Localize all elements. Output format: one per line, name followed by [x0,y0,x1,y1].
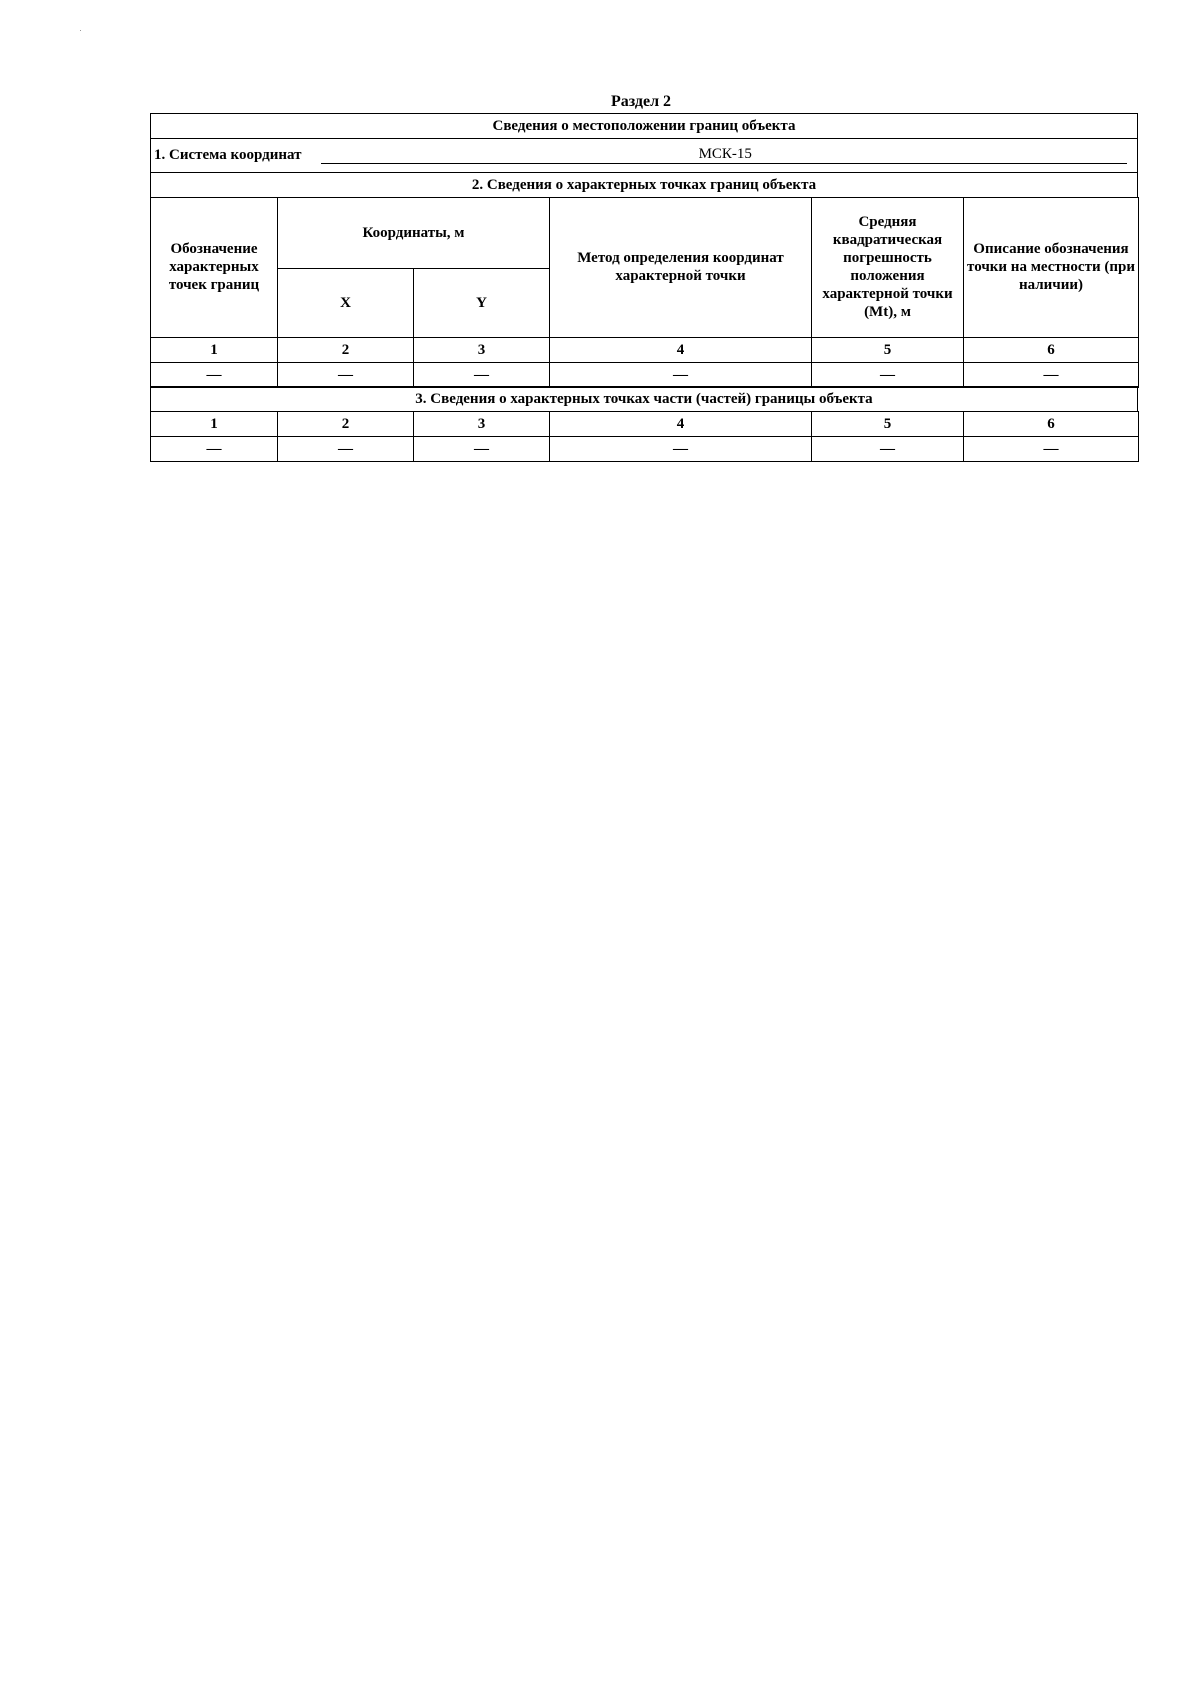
coord-system-row [151,139,1138,173]
header-coordinates: Координаты, м [278,197,550,268]
column-number: 3 [414,337,550,362]
boundary-info-document [150,113,1138,462]
column-number: 2 [278,337,414,362]
column-number-row [151,411,1139,436]
header-error: Средняя квадратическая погрешность положения характерной точки (Mt), м [812,197,964,337]
empty-cell: — [812,362,964,387]
empty-cell: — [414,362,550,387]
column-number-row [151,337,1139,362]
header-y: Y [414,268,550,337]
empty-cell: — [151,362,278,387]
table-row [151,362,1139,387]
points-table [150,197,1139,388]
column-number: 2 [278,411,414,436]
empty-cell: — [812,436,964,461]
table-row [151,436,1139,461]
scan-speck [80,30,81,31]
table-title: Сведения о местоположении границ объекта [151,114,1138,139]
column-number: 1 [151,411,278,436]
part-points-table [150,411,1139,462]
column-number: 6 [964,337,1139,362]
coord-system-value: МСК-15 [321,145,1127,164]
empty-cell: — [151,436,278,461]
coord-system-label: 1. Система координат [154,147,302,163]
column-number: 4 [550,337,812,362]
section-title: Раздел 2 [610,93,672,110]
empty-cell: — [278,436,414,461]
empty-cell: — [964,436,1139,461]
column-number: 6 [964,411,1139,436]
empty-cell: — [964,362,1139,387]
header-designation: Обозначение характерных точек границ [151,197,278,337]
column-number: 4 [550,411,812,436]
empty-cell: — [550,362,812,387]
part2-title: 2. Сведения о характерных точках границ объекта [151,173,1138,198]
header-method: Метод определения координат характерной точки [550,197,812,337]
column-number: 3 [414,411,550,436]
empty-cell: — [414,436,550,461]
part3-title-table [150,386,1138,412]
part3-title: 3. Сведения о характерных точках части (частей) границы объекта [151,387,1138,412]
header-table [150,113,1138,198]
header-x: X [278,268,414,337]
column-number: 1 [151,337,278,362]
empty-cell: — [550,436,812,461]
column-number: 5 [812,411,964,436]
empty-cell: — [278,362,414,387]
column-number: 5 [812,337,964,362]
header-description: Описание обозначения точки на местности (при наличии) [964,197,1139,337]
